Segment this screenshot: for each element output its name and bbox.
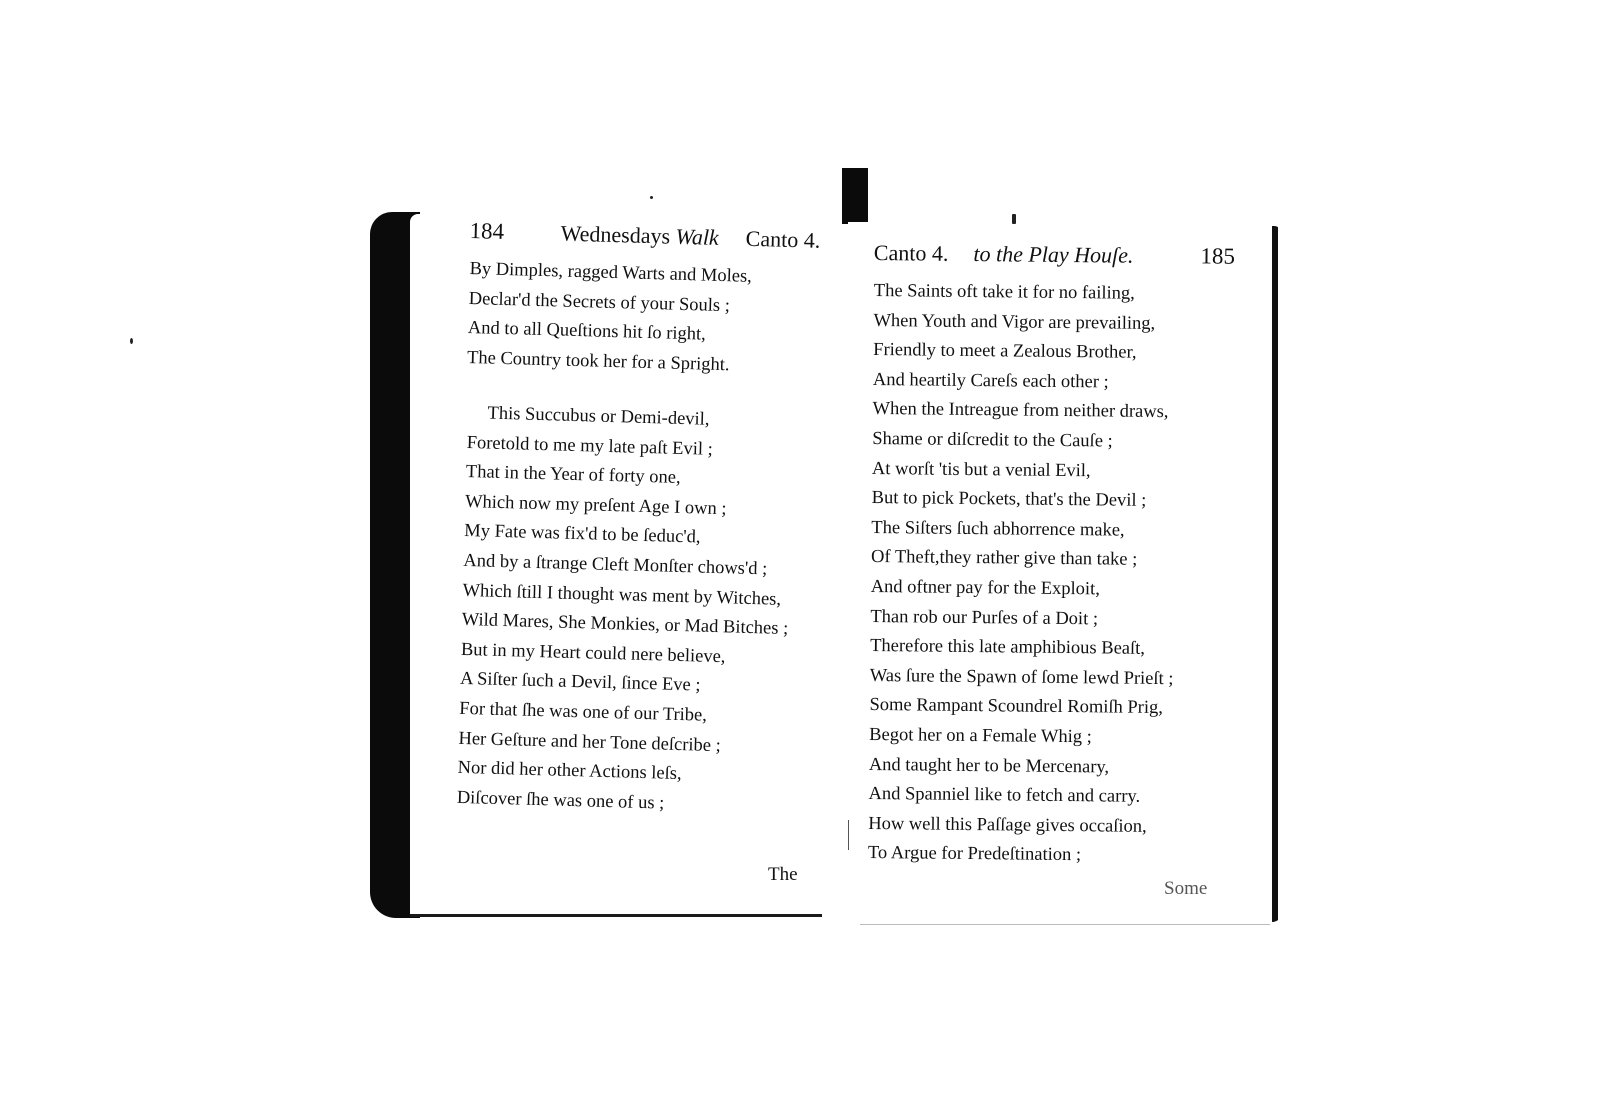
scan-speck [848, 820, 849, 850]
verse-line: The Siſters ſuch abhorrence make, [871, 517, 1125, 541]
verse-line: At worſt 'tis but a venial Evil, [871, 458, 1091, 481]
verse-line: That in the Year of forty one, [465, 462, 681, 489]
verse-line: Friendly to meet a Zealous Brother, [873, 340, 1137, 363]
left-running-title-italic: Walk [675, 223, 720, 250]
verse-line: Than rob our Purſes of a Doit ; [870, 606, 1099, 629]
verse-line: The Country took her for a Spright. [466, 347, 730, 376]
verse-line: And oftner pay for the Exploit, [870, 576, 1100, 600]
verse-line: Nor did her other Actions leſs, [457, 757, 682, 785]
verse-line: For that ſhe was one of our Tribe, [459, 698, 708, 726]
verse-line: My Fate was fix'd to be ſeduc'd, [463, 521, 701, 548]
left-running-title: Wednesdays [560, 220, 671, 249]
verse-line: And to all Queſtions hit ſo right, [467, 318, 707, 345]
right-catchword: Some [1164, 878, 1208, 899]
right-page-bottom-edge [860, 924, 1270, 925]
verse-line: This Succubus or Demi-devil, [487, 403, 710, 430]
verse-line: Of Theft,they rather give than take ; [870, 547, 1138, 571]
verse-line: When the Intreague from neither draws, [872, 399, 1169, 423]
verse-line: Diſcover ſhe was one of us ; [456, 787, 665, 814]
right-header [874, 240, 1235, 270]
verse-line: But to pick Pockets, that's the Devil ; [871, 488, 1147, 512]
verse-line: Therefore this late amphibious Beaſt, [870, 636, 1146, 659]
verse-line: But in my Heart could nere believe, [460, 639, 726, 668]
verse-line: Was ſure the Spawn of ſome lewd Prieſt ; [869, 665, 1174, 689]
verse-line: And taught her to be Mercenary, [868, 754, 1110, 777]
verse-line: To Argue for Predeſtination ; [867, 843, 1082, 866]
verse-line: Her Geſture and her Tone deſcribe ; [458, 728, 722, 756]
verse-line: Which now my preſent Age I own ; [464, 491, 727, 520]
verse-line: Foretold to me my late paſt Evil ; [466, 432, 714, 460]
verse-line: And Spanniel like to fetch and carry. [868, 784, 1141, 807]
right-canto: Canto 4. [873, 240, 949, 266]
right-page-edge [1268, 226, 1282, 922]
verse-line: Begot her on a Female Whig ; [869, 724, 1092, 748]
verse-line: The Saints oft take it for no failing, [873, 280, 1135, 304]
right-verse [868, 276, 1178, 871]
right-page-number: 185 [1200, 243, 1236, 269]
scan-speck [650, 196, 653, 199]
verse-line: Wild Mares, She Monkies, or Mad Bitches ; [461, 610, 789, 640]
left-canto: Canto 4. [745, 225, 821, 253]
gutter-bookmark [842, 168, 868, 224]
left-page-number: 184 [469, 218, 505, 244]
verse-line: Declar'd the Secrets of your Souls ; [468, 288, 731, 316]
verse-line: When Youth and Vigor are prevailing, [873, 310, 1156, 334]
left-stanza-2 [456, 398, 794, 821]
verse-line: Some Rampant Scoundrel Romiſh Prig, [869, 695, 1164, 719]
scan-speck [130, 338, 133, 344]
verse-line: And by a ſtrange Cleft Monſter chows'd ; [463, 550, 768, 580]
left-catchword: The [768, 864, 798, 885]
scan-speck [1012, 214, 1016, 224]
verse-line: A Siſter ſuch a Devil, ſince Eve ; [459, 669, 701, 696]
verse-line: Shame or diſcredit to the Cauſe ; [872, 428, 1113, 452]
verse-line: And heartily Careſs each other ; [872, 369, 1109, 393]
left-stanza-1 [467, 254, 753, 380]
verse-line: By Dimples, ragged Warts and Moles, [469, 258, 753, 287]
verse-line: Which ſtill I thought was ment by Witches, [462, 580, 782, 610]
verse-line: How well this Paſſage gives occaſion, [868, 813, 1147, 837]
right-running-title-italic: to the Play Houſe. [973, 241, 1134, 268]
